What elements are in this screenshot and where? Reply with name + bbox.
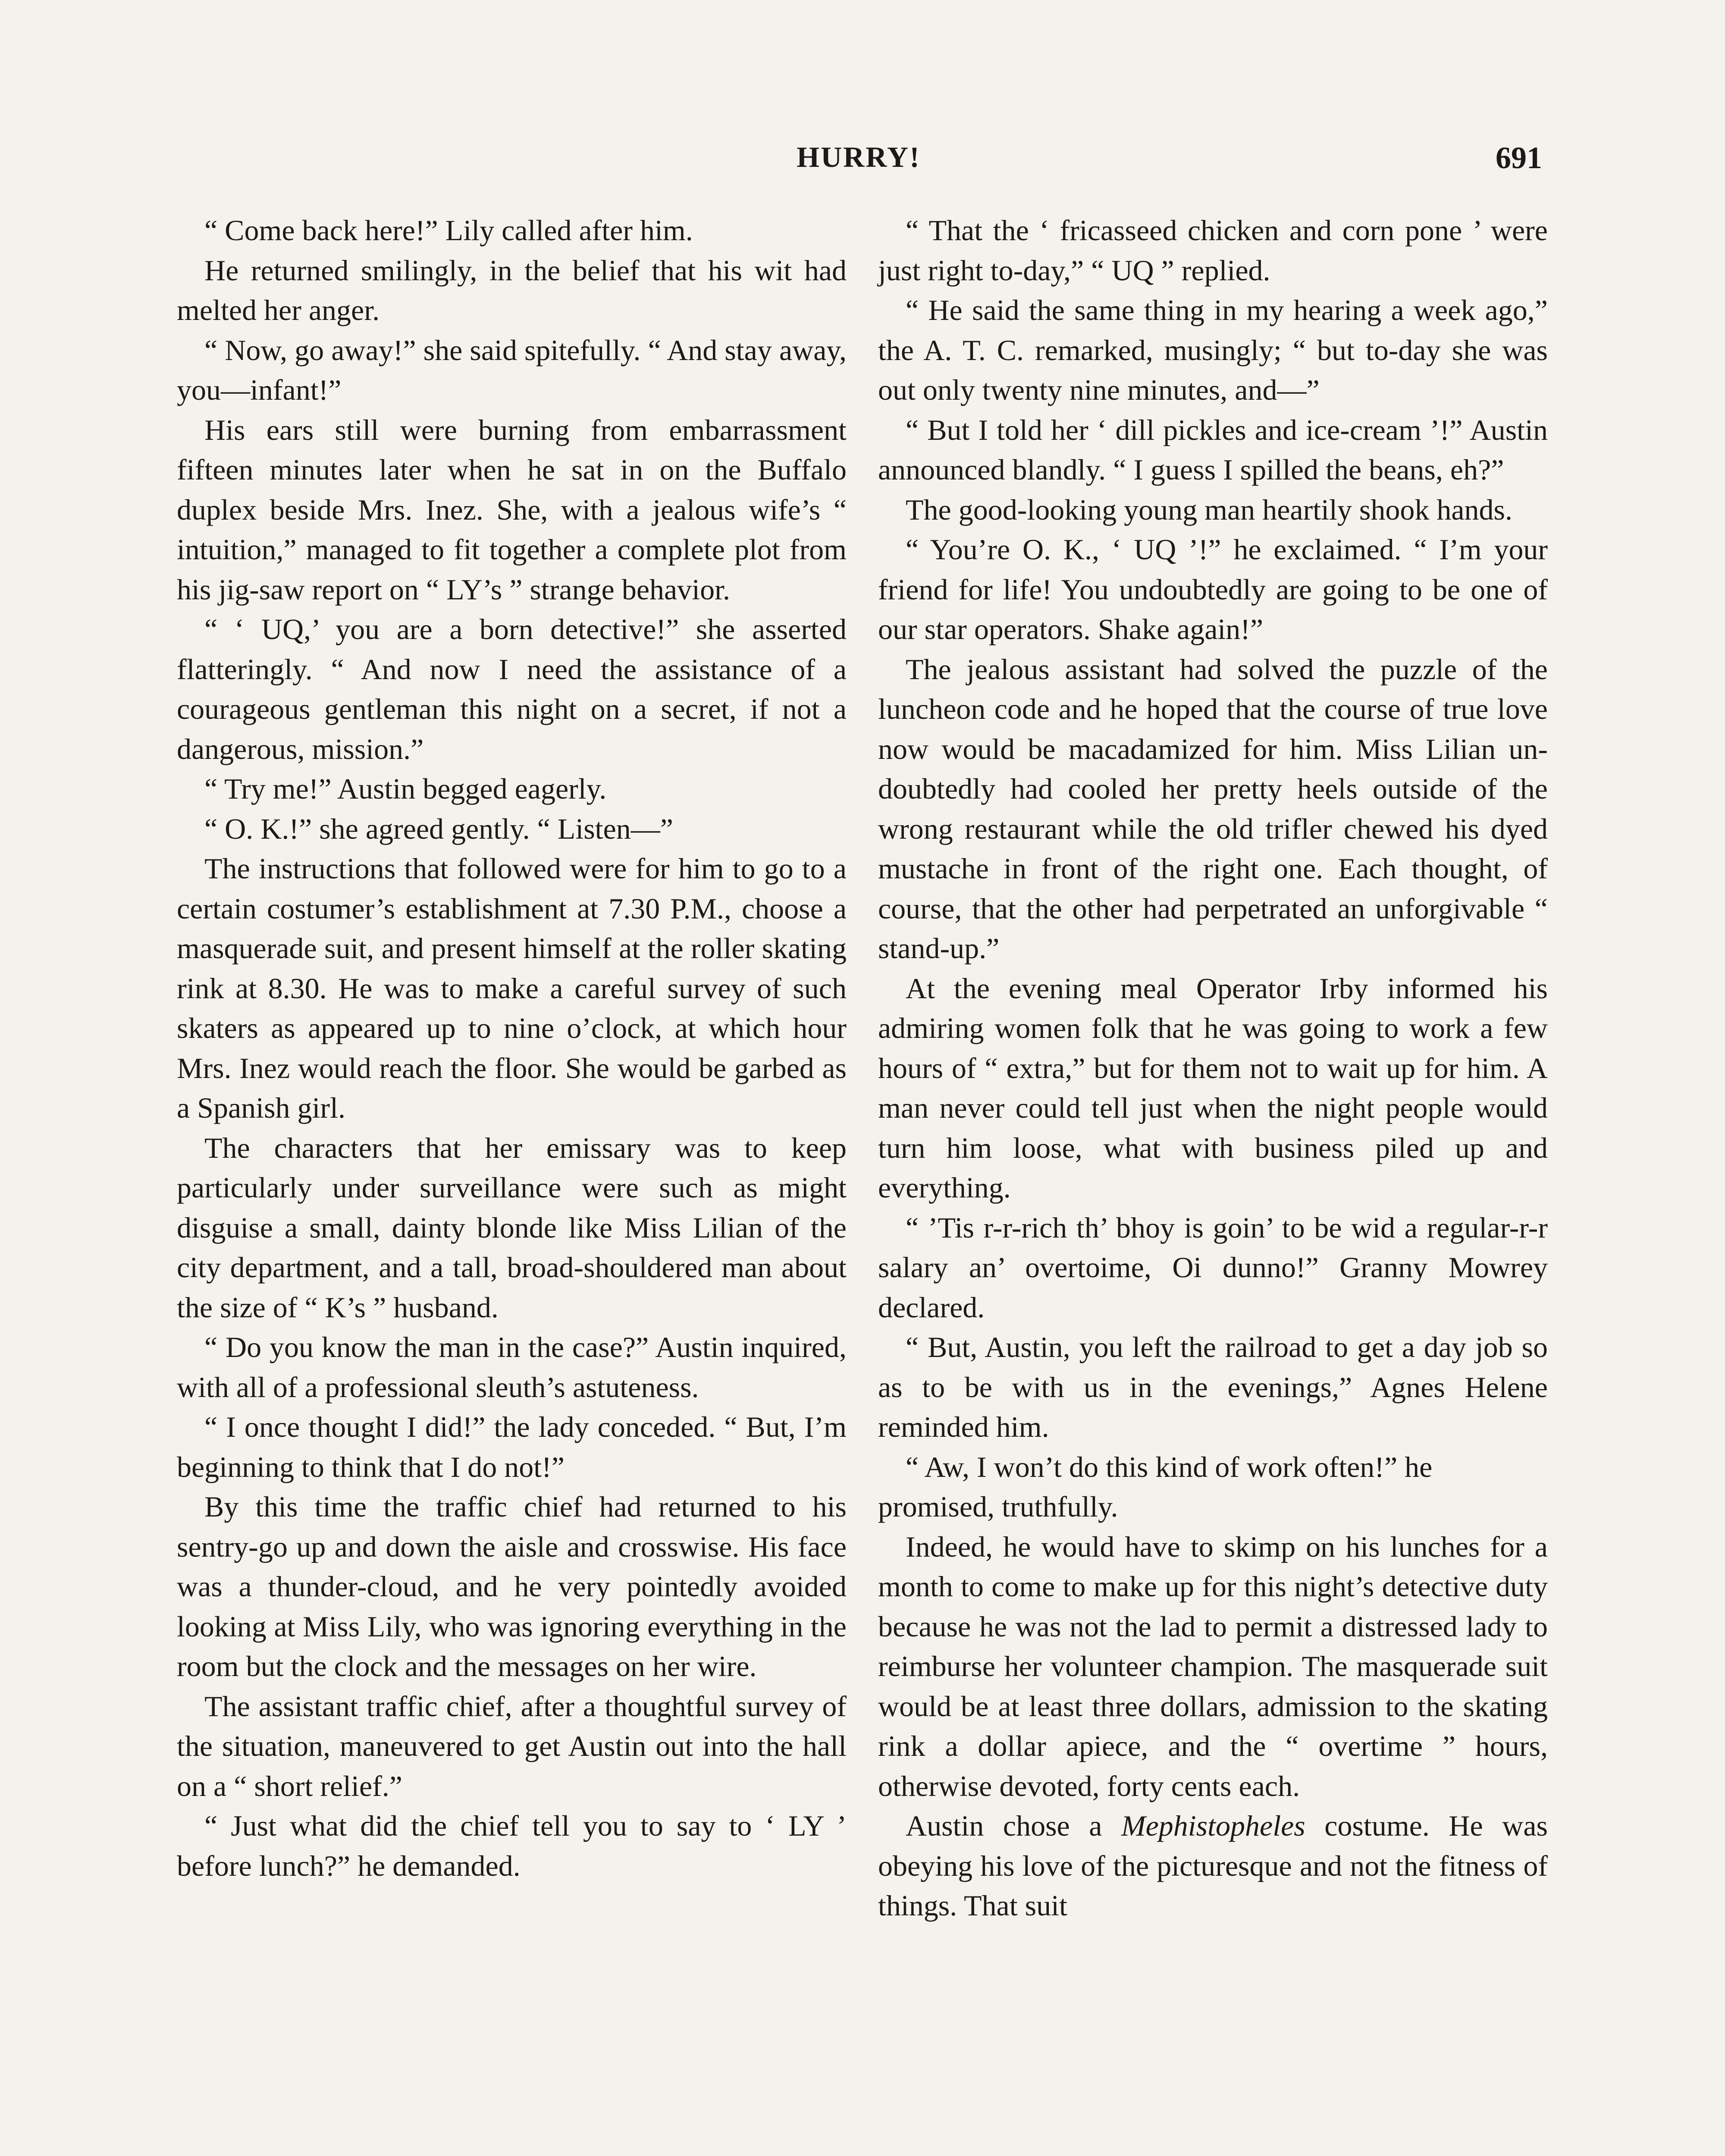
left-column [177, 210, 847, 1886]
running-title: HURRY! [797, 141, 921, 173]
paragraph: “ He said the same thing in my hearing a week ago,” the A. T. C. remarked, musingly; “ but to-day she was out only twenty nine minutes, and—” [878, 294, 1548, 406]
paragraph: “ ‘ UQ,’ you are a born detective!” she asserted flatteringly. “ And now I need the assistance of a courageous gentleman this night on a secret, if not a dangerous, mission.” [177, 613, 847, 765]
paragraph: “ That the ‘ fricasseed chicken and corn pone ’ were just right to-day,” “ UQ ” replied. [878, 214, 1548, 287]
right-column [878, 210, 1548, 1926]
paragraph: “ Try me!” Austin begged eagerly. [204, 772, 607, 805]
page-number: 691 [1496, 141, 1542, 175]
paragraph: “ O. K.!” she agreed gently. “ Listen—” [204, 812, 673, 845]
paragraph: “ But, Austin, you left the railroad to get a day job so as to be with us in the evenings,” Agnes Helene reminded him. [878, 1331, 1548, 1443]
page-header [175, 140, 1542, 188]
paragraph: “ Now, go away!” she said spitefully. “ And stay away, you—infant!” [177, 333, 847, 406]
paragraph: The jealous assistant had solved the puzzle of the luncheon code and he hoped that the course of true love now would be macadamized for him. Miss Lilian undoubtedly had cooled her pretty heels outside of the wrong restaurant while the old trifler chewed his dyed mustache in front of the right one. Each thought, of course, that the other had perpetrated an unforgivable “ stand-up.” [878, 652, 1548, 965]
text-run: Austin chose a [906, 1809, 1121, 1842]
paragraph: The instructions that followed were for him to go to a certain costumer’s establishment at 7.30 P.M., choose a masquerade suit, and present himself at the roller skating rink at 8.30. He was to make a careful survey of such skaters as appeared up to nine o’clock, at which hour Mrs. Inez would reach the floor. She would be garbed as a Spanish girl. [177, 852, 847, 1124]
paragraph: “ Aw, I won’t do this kind of work often!” he promised, truthfully. [878, 1450, 1433, 1523]
paragraph: “ Do you know the man in the case?” Austin inquired, with all of a professional sleuth’s astuteness. [177, 1331, 847, 1404]
paragraph: “ But I told her ‘ dill pickles and ice-cream ’!” Austin announced blandly. “ I guess I spilled the beans, eh?” [878, 413, 1548, 486]
paragraph: By this time the traffic chief had returned to his sentry-go up and down the aisle and crosswise. His face was a thunder-cloud, and he very pointedly avoided looking at Miss Lily, who was ignoring everything in the room but the clock and the messages on her wire. [177, 1490, 847, 1683]
paragraph: Indeed, he would have to skimp on his lunches for a month to come to make up for this night’s detective duty because he was not the lad to permit a distressed lady to reimburse her volunteer champion. The masquerade suit would be at least three dollars, admission to the skating rink a dollar apiece, and the “ overtime ” hours, otherwise devoted, forty cents each. [878, 1530, 1548, 1802]
paragraph: “ Just what did the chief tell you to say to ‘ LY ’ before lunch?” he demanded. [177, 1809, 847, 1882]
paragraph: The good-looking young man heartily shook hands. [906, 493, 1513, 526]
paragraph [878, 1806, 1548, 1926]
paragraph: “ I once thought I did!” the lady conceded. “ But, I’m beginning to think that I do not!” [177, 1410, 847, 1483]
paragraph: The assistant traffic chief, after a thoughtful survey of the situation, maneuvered to get Austin out into the hall on a “ short relief.” [177, 1689, 847, 1802]
italic-title: Mephistopheles [1121, 1809, 1305, 1842]
paragraph: “ You’re O. K., ‘ UQ ’!” he exclaimed. “ I’m your friend for life! You undoubtedly are going to be one of our star operators. Shake again!” [878, 533, 1548, 646]
paragraph: The characters that her emissary was to keep particularly under surveillance were such as might disguise a small, dainty blonde like Miss Lilian of the city department, and a tall, broad-shouldered man about the size of “ K’s ” husband. [177, 1131, 847, 1324]
paragraph: “ ’Tis r-r-rich th’ bhoy is goin’ to be wid a regular-r-r salary an’ overtoime, Oi dunno!” Granny Mowrey declared. [878, 1211, 1548, 1324]
paragraph: His ears still were burning from embarrassment fifteen minutes later when he sat in on the Buffalo duplex beside Mrs. Inez. She, with a jealous wife’s “ intuition,” managed to fit together a complete plot from his jig-saw report on “ LY’s ” strange behavior. [177, 413, 847, 606]
paragraph: He returned smilingly, in the belief that his wit had melted her anger. [177, 254, 847, 326]
paragraph: “ Come back here!” Lily called after him. [204, 214, 693, 247]
paragraph: At the evening meal Operator Irby informed his admiring women folk that he was going to work a few hours of “ extra,” but for them not to wait up for him. A man never could tell just when the night people would turn him loose, what with business piled up and everything. [878, 971, 1548, 1204]
text-run: costume. He was obeying his love of the picturesque and not the fitness of things. That suit [878, 1809, 1548, 1922]
